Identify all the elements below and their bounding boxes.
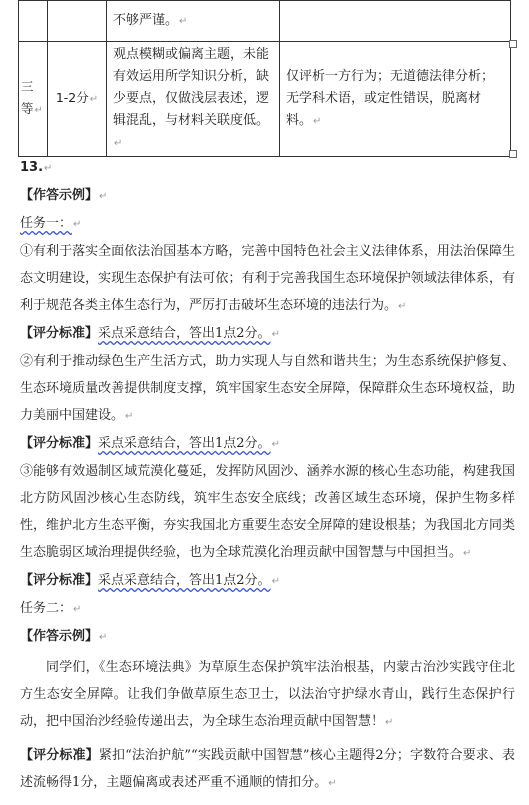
- answer-item-2: ②有利于推动绿色生产生活方式，助力实现人与自然和谐共生；为生态系统保护修复、生态环境质量改善提供制度支撑，筑牢国家生态安全屏障，保障群众生态环境权益，助力美丽中国建设。↵: [20, 354, 515, 423]
- question-number: 13.↵: [20, 160, 53, 175]
- task2-heading: 任务二：↵: [20, 601, 82, 616]
- criteria-4: 【评分标准】紧扣“法治护航”“实践贡献中国智慧”核心主题得2分；字数符合要求、表述流畅得1分，主题偏离或表述严重不通顺的情扣分。↵: [20, 748, 515, 790]
- answer-example-heading: 【作答示例】↵: [20, 188, 108, 203]
- table-cell-empty: [48, 1, 107, 42]
- table-row: [19, 1, 511, 42]
- table-move-handle[interactable]: [509, 40, 517, 48]
- table-cell-desc-continued: 不够严谨。↵: [107, 1, 280, 42]
- table-cell-empty: [19, 1, 48, 42]
- criteria-2: 【评分标准】采点采意结合，答出1点2分。↵: [20, 436, 280, 451]
- speech-paragraph: 同学们，《生态环境法典》为草原生态保护筑牢法治根基，内蒙古治沙实践守住北方生态安全屏障。让我们争做草原生态卫士，以法治守护绿水青山，践行生态保护行动，把中国治沙经验传递出去，为全球生态治理贡献中国智慧！↵: [20, 660, 515, 729]
- answer-item-1: ①有利于落实全面依法治国基本方略，完善中国特色社会主义法律体系，用法治保障生态文明建设，实现生态保护有法可依；有利于完善我国生态环境保护领域法律体系，有利于规范各类主体生态行为，严厉打击破坏生态环境的违法行为。↵: [20, 244, 515, 313]
- score-cell: 1-2分↵: [48, 42, 107, 157]
- document-body: [20, 154, 515, 797]
- table-cell-empty: [280, 1, 511, 42]
- criteria-3: 【评分标准】采点采意结合，答出1点2分。↵: [20, 573, 280, 588]
- criteria-1: 【评分标准】采点采意结合，答出1点2分。↵: [20, 326, 280, 341]
- grading-table: [18, 0, 511, 157]
- answer-example-heading-2: 【作答示例】↵: [20, 629, 108, 644]
- level-note-cell: 仅评析一方行为；无道德法律分析；无学科术语，或定性错误，脱离材料。↵: [280, 42, 511, 157]
- answer-item-3: ③能够有效遏制区域荒漠化蔓延，发挥防风固沙、涵养水源的核心生态功能，构建我国北方防风固沙核心生态防线，筑牢生态安全底线；改善区域生态环境，保护生物多样性，维护北方生态平衡，夯实我国北方重要生态安全屏障的建设根基；为我国北方同类生态脆弱区域治理提供经验，也为全球荒漠化治理贡献中国智慧与中国担当。↵: [20, 464, 515, 560]
- task1-heading: 任务一：↵: [20, 216, 82, 231]
- table-row: [19, 42, 511, 157]
- level-description-cell: 观点模糊或偏离主题，未能有效运用所学知识分析，缺少要点，仅做浅层表述，逻辑混乱，与材料关联度低。↵: [107, 42, 280, 157]
- level-cell: 三等↵: [19, 42, 48, 157]
